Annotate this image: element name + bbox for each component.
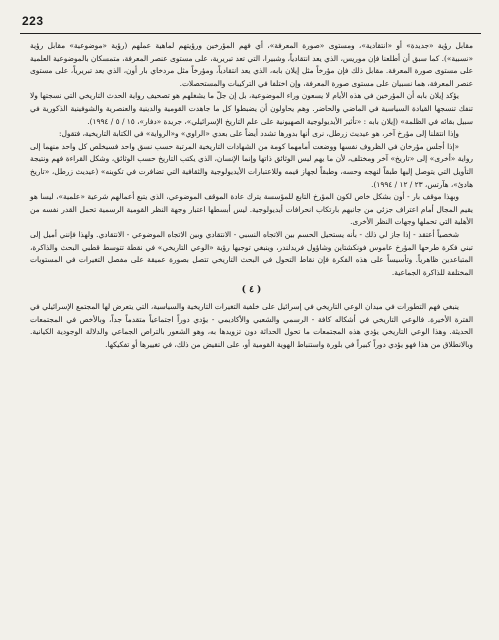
paragraph: مقابل رؤية «جديدة» أو «انتقادية»، ومستوى «صورة المعرفة»، أي فهم المؤرخين ورؤيتهم لماهية عملهم (رؤية «موضوعية» مقابل رؤية «نسبية»). كما سبق أن أطلعنا فإن موريس، الذي يعد انتقادياً، وشبيرا، التي تعد تبريرية، على مستوى عنصر المعرفة، متمسكان بالموضوعية العلمية على مستوى صورة المعرفة. مقابل ذلك فإن مؤرخاً مثل إيلان بابه، الذي يعد انتقادياً، ومؤرخاً مثل مردخاي بار أون، الذي يعد تبريرياً، على مستوى عنصر المعرفة، هما نسبيان على مستوى صورة المعرفة، وإن اختلفا في التركيبات والمستحصلات. <box>30 41 473 88</box>
page-body <box>30 40 473 352</box>
paragraph: شخصياً أعتقد - إذا جاز لي ذلك - بأنه يستحيل الحسم بين الاتجاه النسبي - الانتقادي وبين الاتجاه الموضوعي - الانتقادي. ولهذا فإنني أميل إلى تبني فكرة طرحها المؤرخ عاموس فونكشتاين وشاؤول فريدلندر، وينبغي توجيها رؤية «الوعي التاريخي» في نقطة تتوسط قطبي البحث والذاكرة، المتباعدين ظاهرياً. وتأسيساً على هذه الفكرة فإن نقاط التحول في البحث التاريخي تتصل بصورة عميقة على مفصل التغيرات في المستويات المختلفة للذاكرة الجماعية. <box>30 229 473 277</box>
paragraph: وبهذا موقف بار - أون بشكل خاص لكون المؤرخ التابع للمؤسسة يترك عادة الموقف الموضوعي، الذي يتبع أعمالهم شرعية «علمية»، ليسا هو يقيم المجال أمام اعتراف جزئي من جانبهم بارتكاب انحرافات أيديولوجية. ليس أبسطها اعتبار وجهة النظر القومية الرسمية تحمل القدر نفسه من الأهلية التي تحملها وجهات النظر الأخرى. <box>30 192 473 227</box>
paragraph: يؤكد إيلان بابه أن المؤرخين في هذه الأيام لا يسعون وراء الموضوعية، بل إن جلّ ما يشغلهم هو تصحيف رواية الحدث التاريخي التي نسجتها ولا تنفك تنسجها القيادة السياسية في الماضي والحاضر. وهم يحاولون أن يضبطوا كل ما جاهدت القومية والدينية والعنصرية والشوفينية الذكورية في سبيل بقائه في الظلمة» (إيلان بابه : «تأثير الأيديولوجية الصهيونية على علم التاريخ الإسرائيلي»، جريدة «دفار»، ١٥ / ٥ / ١٩٩٤). <box>30 91 473 126</box>
header-rule <box>20 33 481 34</box>
paragraph: ينبغي فهم التطورات في ميدان الوعي التاريخي في إسرائيل على خلفية التغيرات التاريخية والسياسية، التي يتعرض لها المجتمع الإسرائيلي في الفترة الأخيرة. فالوعي التاريخي في أشكاله كافة - الرسمي والشعبي والأكاديمي - يؤدي دوراً اجتماعياً متقدماً جداً، وبالأخص في المجتمعات الحديثة. وهذا الوعي التاريخي يؤدي هذه المجتمعات ما تحول الحداثة دون تزويدها به، وهو الشعور بالتراص الجماعي والدلالة الوجودية الكيانية. وبالانطلاق من هذا فهو يؤدي دوراً كبيراً في بلورة واستنباط الهوية القومية أو، على النقيض من ذلك، في تغييرها أو تفكيكها. <box>30 302 473 350</box>
paragraph: وإذا انتقلنا إلى مؤرخ آخر، هو عيديث زرطل، نرى أنها بدورها تشدد أيضاً على بعدي «الراوي» و«الرواية» في الكتابة التاريخية، فتقول: <box>59 129 459 139</box>
block-quote: «إذا أجلس مؤرخان في الظروف نفسها ووضعت أمامهما كومة من الشهادات التاريخية المرتبة حسب نسق واحد فسيخلص كل واحد منهما إلى رواية «أخرى» إلى «تاريخ» آخر ومختلف، لأن ما يهم ليس الوثائق ذاتها وإنما الإنسان، الذي يكتب التاريخ حسب الوثائق، وشكل القراءة فهم ونتيجة التأويل التي يتوصل إليها طبقاً لنهجه وحسه، وطبقاً لجهاز قيمه وللاعتبارات الأيديولوجية والثقافية التي تضافرت في تكوينه» (عيديث زرطل، «تاريخ هادئ»، هآرتس، ٢٣ / ١٢ / ١٩٩٤). <box>30 141 473 189</box>
page-number: 223 <box>22 14 44 28</box>
section-number: ( ٤ ) <box>241 285 262 296</box>
